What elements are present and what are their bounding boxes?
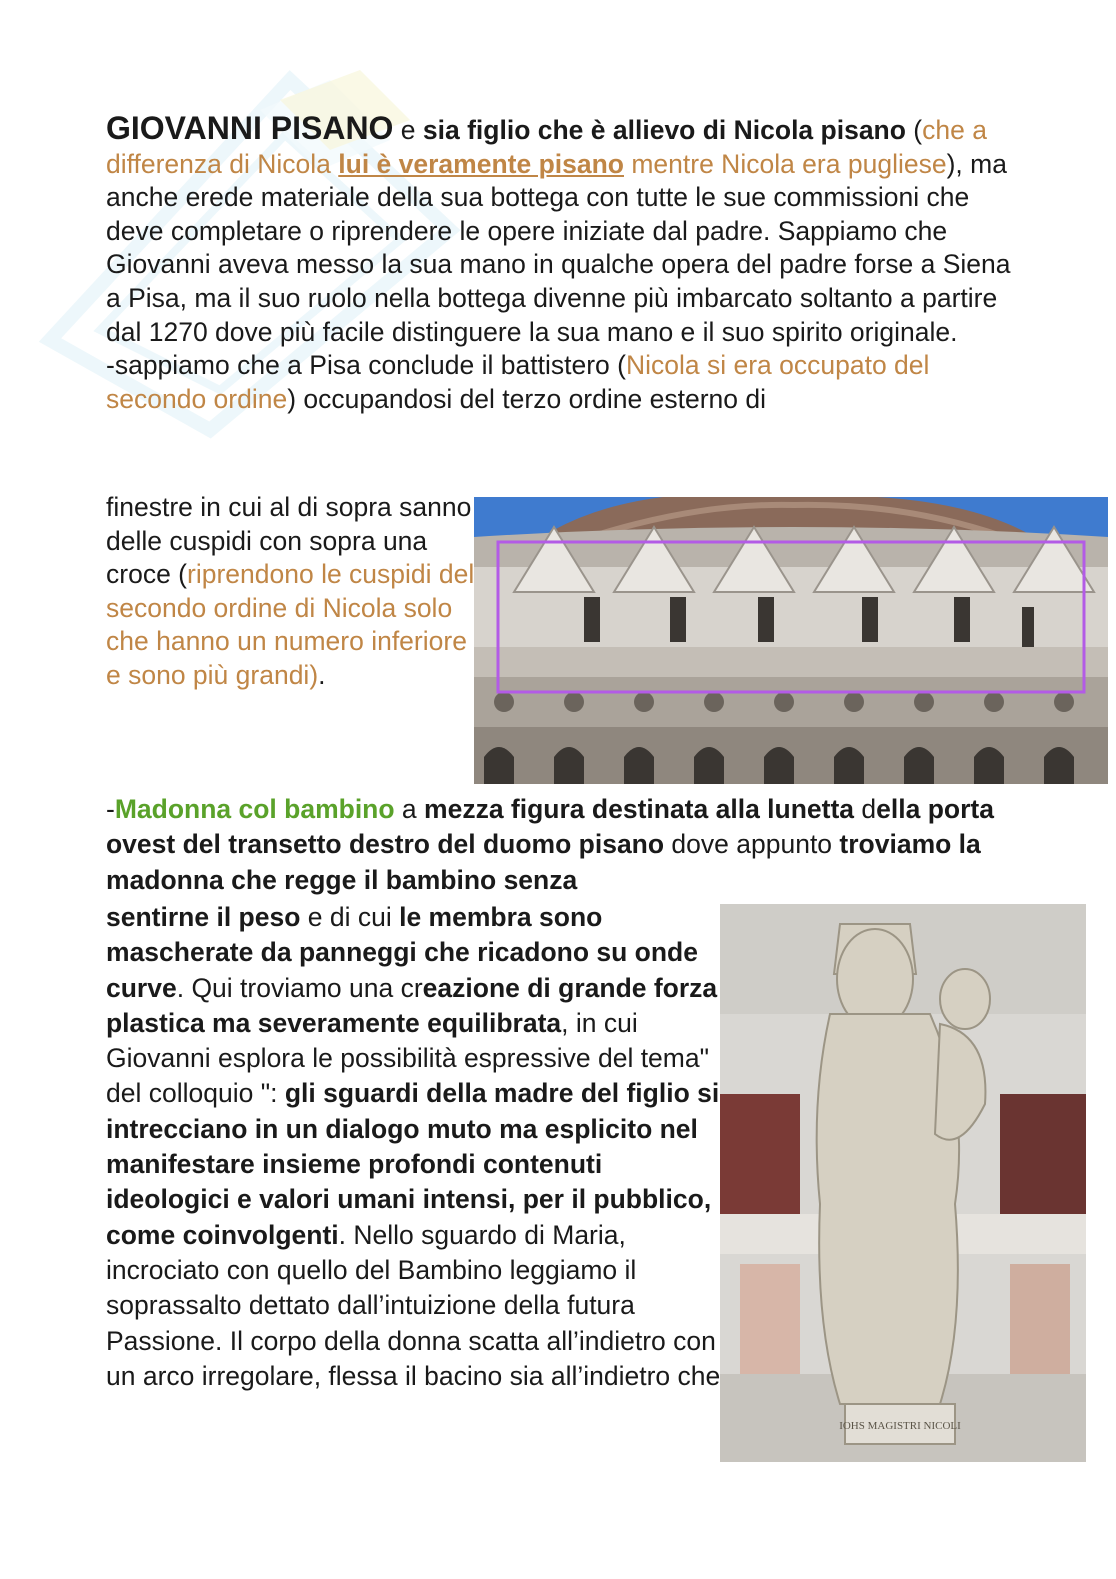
- statue-plaque: IOHS MAGISTRI NICOLI: [839, 1420, 961, 1432]
- madonna-statue-photo-icon: [720, 904, 1086, 1462]
- madonna-title: Madonna col bambino: [114, 794, 395, 824]
- madonna-description-paragraph: sentirne il peso e di cui le membra sono mascherate da panneggi che ricadono su onde curve. Qui troviamo una creazione di grande forza plastica ma severamente equilibrata, in cui Giovanni esplora le possibilità espressive del tema" del colloquio ": gli sguardi della madre del figlio si intrecciano in un dialogo muto ma esplicito nel manifestare insieme profondi contenuti ideologici e valori umani intensi, per il pubblico, come coinvolgenti. Nello sguardo di Maria, incrociato con quello del Bambino leggiamo il soprassalto dettato dall’intuizione della futura Passione. Il corpo della donna scatta all’indietro con un arco irregolare, flessa il bacino sia all’indietro che: [106, 902, 721, 1391]
- intro-paragraph: GIOVANNI PISANO e sia figlio che è allievo di Nicola pisano (che a differenza di Nicola lui è veramente pisano mentre Nicola era pugliese), ma anche erede materiale della sua bottega con tutte le sue commissioni che deve completare o riprendere le opere iniziate dal padre. Sappiamo che Giovanni aveva messo la sua mano in qualche opera del padre forse a Siena a Pisa, ma il suo ruolo nella bottega divenne più imbarcato soltanto a partire dal 1270 dove più facile distinguere la sua mano e il suo spirito originale. -sappiamo che a Pisa conclude il battistero (Nicola si era occupato del secondo ordine) occupandosi del terzo ordine esterno di: [106, 110, 1011, 414]
- battistero-paragraph: finestre in cui al di sopra sanno delle cuspidi con sopra una croce (riprendono le cuspidi del secondo ordine di Nicola solo che hanno un numero inferiore e sono più grandi).: [106, 492, 475, 690]
- madonna-intro-paragraph: -Madonna col bambino a mezza figura destinata alla lunetta della porta ovest del transetto destro del duomo pisano dove appunto troviamo la madonna che regge il bambino senza: [106, 794, 994, 895]
- baptistery-photo-icon: [474, 497, 1108, 784]
- title-giovanni-pisano: GIOVANNI PISANO: [106, 110, 394, 146]
- underlined-phrase: lui è veramente pisano: [338, 148, 624, 179]
